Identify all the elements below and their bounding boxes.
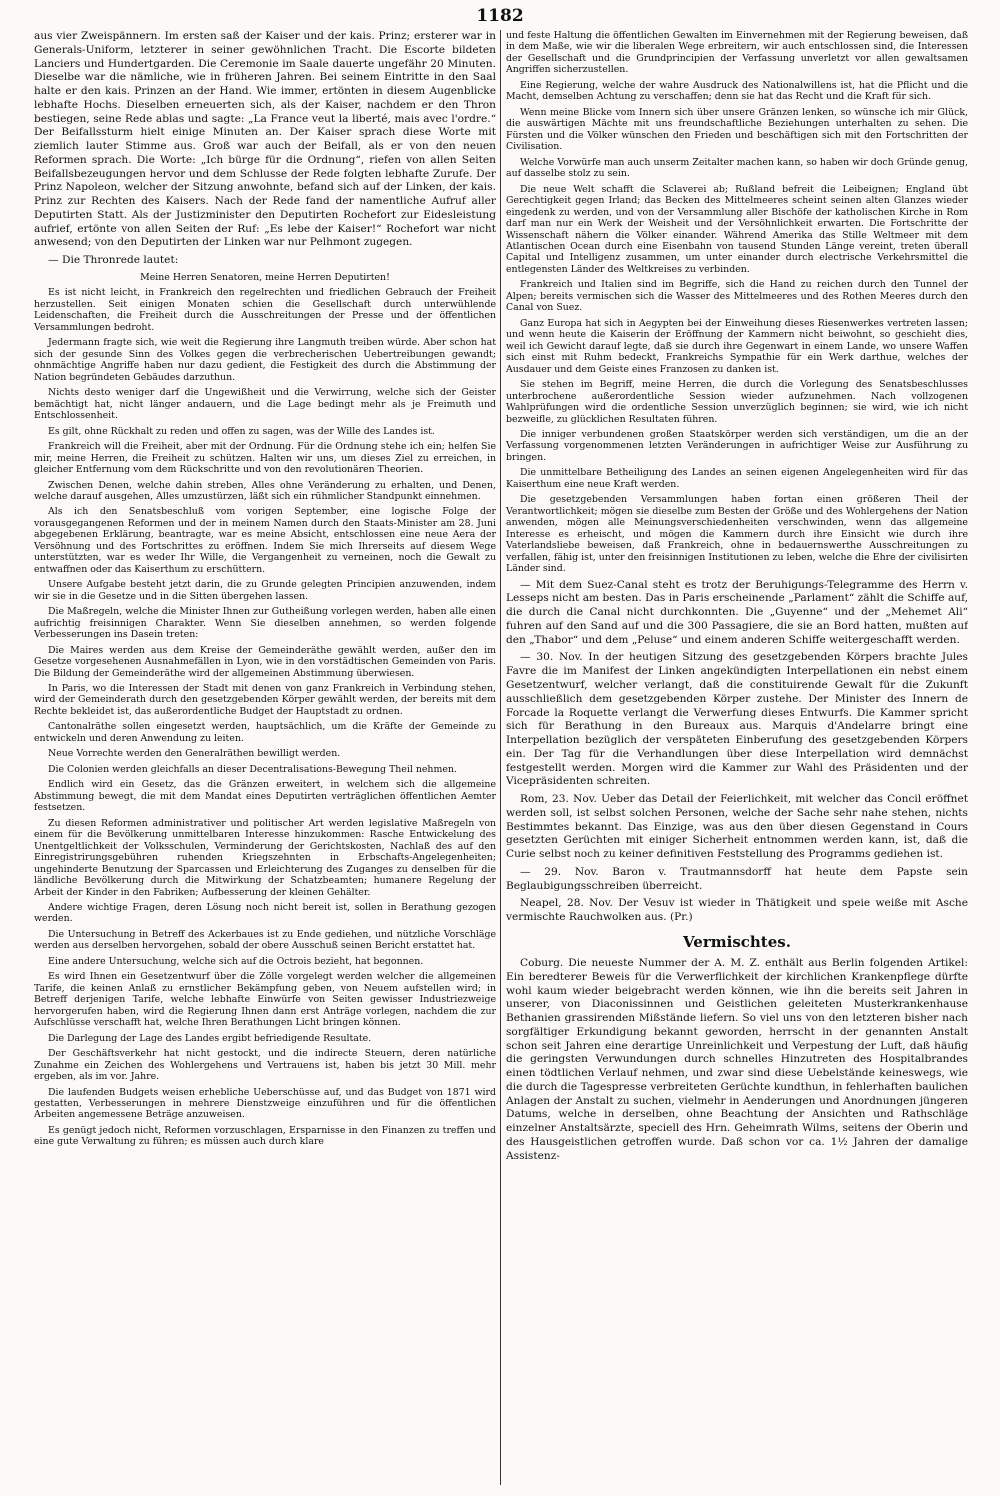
paragraph: Es ist nicht leicht, in Frankreich den regelrechten und friedlichen Gebrauch der Freiheit herzustellen. Seit einigen Monaten schien die Gesellschaft durch unterwühlende Leidenschaften, die Freiheit durch die Ausschreitungen der Presse und der öffentlichen Versammlungen bedroht. — [34, 287, 496, 333]
page-number: 1182 — [476, 6, 524, 26]
news-item: — 30. Nov. In der heutigen Sitzung des gesetzgebenden Körpers brachte Jules Favre die im Manifest der Linken angekündigten Interpellationen ein nebst einem Gesetzentwurf, welcher verlangt, daß die constituirende Gewalt für die Zukunft ausschließlich dem gesetzgebenden Körper zustehe. Der Minister des Innern de Forcade la Roquette verlangt die Verwerfung dieses Entwurfs. Die Kammer spricht sich für Berathung in den Bureaux aus. Marquis d'Andelarre bringt eine Interpellation bezüglich der verspäteten Einberufung des gesetzgebenden Körpers ein. Der Tag für die Verhandlungen über diese Interpellation wird demnächst festgestellt werden. Morgen wird die Kammer zur Wahl des Präsidenten und der Vicepräsidenten schreiten. — [506, 651, 968, 788]
paragraph: Neue Vorrechte werden den Generalräthen bewilligt werden. — [48, 748, 341, 760]
paragraph: Die Colonien werden gleichfalls an dieser Decentralisations-Bewegung Theil nehmen. — [48, 763, 457, 775]
paragraph: und feste Haltung die öffentlichen Gewalten im Einvernehmen mit der Regierung beweisen, daß in dem Maße, wie wir die liberalen Wege erbreitern, wir auch entschlossen sind, die Interessen der Gesellschaft und die Grundprincipien der Verfassung unverletzt vor allen gewaltsamen Angriffen sicherzustellen. — [506, 30, 968, 76]
news-item: Rom, 23. Nov. Ueber das Detail der Feierlichkeit, mit welcher das Concil eröffnet werden soll, ist selbst solchen Personen, welche der Sache sehr nahe stehen, nichts Bestimmtes bekannt. Das Einzige, was aus den über diesen Gegenstand in Cours gesetzten Gerüchten mit einiger Sicherheit entnommen werden kann, ist, daß die Curie selbst noch zu keiner definitiven Feststellung des Programms gediehen ist. — [506, 793, 968, 861]
paragraph: Andere wichtige Fragen, deren Lösung noch nicht bereit ist, sollen in Berathung gezogen werden. — [34, 901, 496, 925]
paragraph: Die unmittelbare Betheiligung des Landes an seinen eigenen Angelegenheiten wird für das Kaiserthum eine neue Kraft werden. — [506, 467, 968, 490]
salutation: Meine Herren Senatoren, meine Herren Deputirten! — [140, 272, 390, 284]
paragraph: Ganz Europa hat sich in Aegypten bei der Einweihung dieses Riesenwerkes vertreten lassen; und wenn heute die Kaiserin der Eröffnung der Kammern nicht beiwohnt, so geschieht dies, weil ich Gewicht darauf legte, daß sie durch ihre Gegenwart in einem Lande, wo unsere Waffen sich einst mit Ruhm bedeckt, Frankreichs Sympathie für ein Werk darthue, welches der Ausdauer und dem Geiste eines Franzosen zu danken ist. — [506, 317, 968, 375]
paragraph: Welche Vorwürfe man auch unserm Zeitalter machen kann, so haben wir doch Gründe genug, auf dasselbe stolz zu sein. — [506, 156, 968, 180]
paragraph: Wenn meine Blicke vom Innern sich über unsere Gränzen lenken, so wünsche ich mir Glück, die auswärtigen Mächte mit uns freundschaftliche Beziehungen unterhalten zu sehen. Die Fürsten und die Völker wünschen den Frieden und beschäftigen sich mit den Fortschritten der Civilisation. — [506, 106, 968, 153]
paragraph: Eine andere Untersuchung, welche sich auf die Octrois bezieht, hat begonnen. — [48, 955, 424, 967]
left-column — [34, 30, 496, 1485]
paragraph: Die Untersuchung in Betreff des Ackerbaues ist zu Ende gediehen, und nützliche Vorschläge werden aus derselben hervorgehen, sobald der obere Ausschuß seinen Bericht erstattet hat. — [34, 928, 496, 952]
paragraph: Jedermann fragte sich, wie weit die Regierung ihre Langmuth treiben würde. Aber schon hat sich der gesunde Sinn des Volkes gegen die verbrecherischen Uebertreibungen gewandt; ohnmächtige Angriffe haben nur dazu gedient, die Festigkeit des durch die Abstimmung der Nation begründeten Gebäudes darzuthun. — [34, 337, 496, 383]
throne-speech — [34, 272, 496, 1148]
paragraph: Die neue Welt schafft die Sclaverei ab; Rußland befreit die Leibeignen; England übt Gerechtigkeit gegen Irland; das Becken des Mittelmeeres scheint seinen alten Glanzes wieder eingedenk zu werden, und von der Versammlung aller Bischöfe der katholischen Kirche in Rom darf man nur ein Werk der Weisheit und der Versöhnlichkeit erwarten. Die Fortschritte der Wissenschaft nähern die Völker einander. Während Amerika das Stille Weltmeer mit dem Atlantischen Ocean durch eine Eisenbahn von tausend Stunden Länge vereint, treten überall Capital und Intelligenz zusammen, um unter einander durch electrische Verkehrsmittel die entlegensten Länder des Weltkreises zu verbinden. — [506, 183, 968, 275]
misc-section — [506, 957, 968, 1163]
paragraph: Frankreich und Italien sind im Begriffe, sich die Hand zu reichen durch den Tunnel der Alpen; bereits vermischen sich die Wasser des Mittelmeeres und des Rothen Meeres durch den Canal von Suez. — [506, 279, 968, 314]
left-top-text — [34, 30, 496, 268]
paragraph: aus vier Zweispännern. Im ersten saß der Kaiser und der kais. Prinz; ersterer war in Generals-Uniform, letzterer in seiner gewöhnlichen Tracht. Die Escorte bildeten Lanciers und Hundertgarden. Die Ceremonie im Saale dauerte ungefähr 20 Minuten. Dieselbe war die nämliche, wie in früheren Jahren. Bei seinem Eintritte in den Saal halte er den kais. Prinzen an der Hand. Wie immer, ertönten in diesem Augenblicke lebhafte Hochs. Dieselben erneuerten sich, als der Kaiser, nachdem er den Thron bestiegen, seine Rede ablas und sagte: „La France veut la liberté, mais avec l'ordre.“ Der Beifallssturm hielt einige Minuten an. Der Kaiser sprach diese Worte mit ziemlich lauter Stimme aus. Groß war auch der Beifall, als er von den neuen Reformen sprach. Die Worte: „Ich bürge für die Ordnung“, riefen von allen Seiten Beifallsbezeugungen hervor und dem Schlusse der Rede folgten lebhafte Zurufe. Der Prinz Napoleon, welcher der Sitzung anwohnte, befand sich auf der Linken, der kais. Prinz zur Rechten des Kaisers. Nach der Rede fand der namentliche Aufruf aller Deputirten Statt. Als der Justizminister den Deputirten Rochefort zur Eidesleistung aufrief, ertönte von allen Seiten der Ruf: „Es lebe der Kaiser!“ Rochefort war nicht anwesend; von den Deputirten der Linken war nur Pelhmont zugegen. — [34, 30, 496, 249]
paragraph: Die gesetzgebenden Versammlungen haben fortan einen größeren Theil der Verantwortlichkeit; mögen sie dieselbe zum Besten der Größe und des Wohlergehens der Nation anwenden, mögen alle Meinungsverschiedenheiten verschwinden, wenn das allgemeine Interesse es erheischt, und mögen die Kammern durch ihre Einsicht wie durch ihre Vaterlandsliebe beweisen, daß Frankreich, ohne in bedauernswerthe Ausschreitungen zu verfallen, fähig ist, unter den freisinnigen Institutionen zu leben, welche die Ehre der civilisirten Länder sind. — [506, 494, 968, 575]
paragraph: Als ich den Senatsbeschluß vom vorigen September, eine logische Folge der vorausgegangenen Reformen und der in meinem Namen durch den Staats-Minister am 28. Juni abgegebenen Erklärung, beantragte, war es meine Absicht, entschlossen eine neue Aera der Versöhnung und des Fortschrittes zu eröffnen. Indem Sie mich Ihrerseits auf diesem Wege unterstützten, war es weder Ihr Wille, die Vergangenheit zu verneinen, noch die Gewalt zu entwaffnen oder das Kaiserthum zu erschüttern. — [34, 506, 496, 575]
paragraph: Die Darlegung der Lage des Landes ergibt befriedigende Resultate. — [48, 1032, 372, 1044]
paragraph: Die inniger verbundenen großen Staatskörper werden sich verständigen, um die an der Verfassung vorgenommenen letzten Veränderungen in aufrichtiger Weise zur Ausführung zu bringen. — [506, 429, 968, 463]
misc-item: Coburg. Die neueste Nummer der A. M. Z. enthält aus Berlin folgenden Artikel: Ein beredterer Beweis für die Verwerflichkeit der kirchlichen Krankenpflege dürfte wohl kaum wieder beigebracht werden können, wie ihn die bereits seit Jahren in unserer, von Diaconissinnen und Geistlichen geleiteten Musterkrankenhause Bethanien grassirenden Mißstände liefern. So viel uns von den letzteren bisher nach sorgfältiger Erkundigung bekannt geworden, herrscht in der genannten Anstalt schon seit Jahren eine derartige Unreinlichkeit und Verpestung der Luft, daß häufig die geringsten Verwundungen durch schnelles Hinzutreten des Hospitalbrandes einen tödtlichen Verlauf nehmen, und zwar sind diese Uebelstände keineswegs, wie die durch die Tagespresse verbreiteten Gerüchte kundthun, in fehlerhaften baulichen Anlagen der Anstalt zu suchen, vielmehr in Aenderungen und Anordnungen jüngeren Datums, welche in derselben, ohne Beachtung der Ansichten und Rathschläge einzelner Anstaltsärzte, speciell des Hrn. Geheimrath Wilms, seitens der Oberin und des Hausgeistlichen getroffen wurde. Daß schon vor ca. 1½ Jahren der damalige Assistenz- — [506, 957, 968, 1162]
throne-speech-continued — [506, 30, 968, 575]
news-section — [506, 579, 968, 925]
paragraph: Eine Regierung, welche der wahre Ausdruck des Nationalwillens ist, hat die Pflicht und die Macht, demselben Achtung zu verschaffen; denn sie hat das Recht und die Kraft für sich. — [506, 79, 968, 103]
right-column — [506, 30, 968, 1485]
paragraph: In Paris, wo die Interessen der Stadt mit denen von ganz Frankreich in Verbindung stehen, wird der Gemeinderath durch den gesetzgebenden Körper gewählt werden, der bereits mit dem Rechte bekleidet ist, das außerordentliche Budget der Hauptstadt zu ordnen. — [34, 683, 496, 717]
paragraph: Die Maires werden aus dem Kreise der Gemeinderäthe gewählt werden, außer den im Gesetze vorgesehenen Ausnahmefällen in Lyon, wie in den vorstädtischen Gemeinden von Paris. Die Bildung der Gemeinderäthe wird der allgemeinen Abstimmung überwiesen. — [34, 644, 496, 679]
paragraph: Zu diesen Reformen administrativer und politischer Art werden legislative Maßregeln von einem für die Bevölkerung unmittelbaren Interesse hinzukommen: Rasche Entwickelung des Unentgeltlichkeit der Volksschulen, Verminderung der Gerichtskosten, Nachlaß des auf den Einregistrirungsgebühren ruhenden Kriegszehnten in Erbschafts-Angelegenheiten; ungehinderte Benutzung der Sparcassen und Erleichterung des Zuganges zu denselben für die ländliche Bevölkerung durch die Mitwirkung der Schatzbeamten; humanere Regelung der Arbeit der Kinder in den Fabriken; Aufbesserung der kleinen Gehälter. — [34, 817, 496, 898]
paragraph: Der Geschäftsverkehr hat nicht gestockt, und die indirecte Steuern, deren natürliche Zunahme ein Zeichen des Wohlergehens und Vertrauens ist, haben bis jetzt 30 Mill. mehr ergeben, als im vor. Jahre. — [34, 1048, 496, 1083]
section-heading: Vermischtes. — [683, 933, 791, 951]
paragraph: Frankreich will die Freiheit, aber mit der Ordnung. Für die Ordnung stehe ich ein; helfen Sie mir, meine Herren, die Freiheit zu schützen. Halten wir uns, um dieses Ziel zu erreichen, in gleicher Entfernung vom dem Rückschritte und von den revolutionären Theorien. — [34, 441, 496, 476]
paragraph: — Die Thronrede lautet: — [48, 254, 179, 267]
paragraph: Endlich wird ein Gesetz, das die Gränzen erweitert, in welchem sich die allgemeine Abstimmung bewegt, die mit dem Mandat eines Deputirten verträglichen öffentlichen Aemter festsetzen. — [34, 779, 496, 814]
news-item: — 29. Nov. Baron v. Trautmannsdorff hat heute dem Papste sein Beglaubigungsschreiben überreicht. — [506, 865, 968, 892]
paragraph: Cantonalräthe sollen eingesetzt werden, hauptsächlich, um die Kräfte der Gemeinde zu entwickeln und deren Anwendung zu leiten. — [34, 721, 496, 744]
paragraph: Es wird Ihnen ein Gesetzentwurf über die Zölle vorgelegt werden welcher die allgemeinen Tarife, die keinen Anlaß zu ernstlicher Bekämpfung geben, von Neuem aufstellen wird; in Betreff derjenigen Tarife, welche lebhafte Einwürfe von Seiten gewisser Industriezweige hervorgerufen haben, wird die Regierung Ihnen dann erst Anträge vorlegen, nachdem die zur Aufschlüsse verschafft hat, welche Ihren Berathungen Licht bringen können. — [34, 971, 496, 1029]
paragraph: Unsere Aufgabe besteht jetzt darin, die zu Grunde gelegten Principien anzuwenden, indem wir sie in die Gesetze und in die Sitten übergehen lassen. — [34, 579, 496, 602]
paragraph: Die laufenden Budgets weisen erhebliche Ueberschüsse auf, und das Budget von 1871 wird gestatten, Verbesserungen in mehrere Dienstzweige einzuführen und für die öffentlichen Arbeiten angemessene Beträge anzuweisen. — [34, 1086, 496, 1121]
column-divider — [500, 30, 501, 1485]
news-item: Neapel, 28. Nov. Der Vesuv ist wieder in Thätigkeit und speie weiße mit Asche vermischte Rauchwolken aus. (Pr.) — [506, 897, 968, 924]
paragraph: Die Maßregeln, welche die Minister Ihnen zur Gutheißung vorlegen werden, haben alle einen aufrichtig freisinnigen Charakter. Wenn Sie dieselben annehmen, so werden folgende Verbesserungen ins Dasein treten: — [34, 606, 496, 641]
paragraph: Es gilt, ohne Rückhalt zu reden und offen zu sagen, was der Wille des Landes ist. — [48, 425, 435, 437]
news-item: — Mit dem Suez-Canal steht es trotz der Beruhigungs-Telegramme des Herrn v. Lesseps nicht am besten. Das in Paris erscheinende „Parlament“ zählt die Schiffe auf, die durch die Canal nicht durchkonnten. Die „Guyenne“ und der „Mehemet Ali“ fuhren auf den Sand auf und die 300 Passagiere, die sie an Bord hatten, mußten auf den „Thabor“ und dem „Peluse“ und einem anderen Schiffe weitergeschafft werden. — [506, 578, 968, 646]
paragraph: Es genügt jedoch nicht, Reformen vorzuschlagen, Ersparnisse in den Finanzen zu treffen und eine gute Verwaltung zu führen; es müssen auch durch klare — [34, 1124, 496, 1148]
paragraph: Zwischen Denen, welche dahin streben, Alles ohne Veränderung zu erhalten, und Denen, welche darauf ausgehen, Alles umzustürzen, läßt sich ein rühmlicher Standpunkt einnehmen. — [34, 479, 496, 502]
paragraph: Nichts desto weniger darf die Ungewißheit und die Verwirrung, welche sich der Geister bemächtigt hat, nicht länger andauern, und die Lage bedingt mehr als je Freimuth und Entschlossenheit. — [34, 387, 496, 422]
paragraph: Sie stehen im Begriff, meine Herren, die durch die Vorlegung des Senatsbeschlusses unterbrochene außerordentliche Session wieder aufzunehmen. Nach vollzogenen Wahlprüfungen wird die ordentliche Session unverzüglich beginnen; sie wird, wie ich nicht bezweifle, zu glücklichen Resultaten führen. — [506, 379, 968, 425]
